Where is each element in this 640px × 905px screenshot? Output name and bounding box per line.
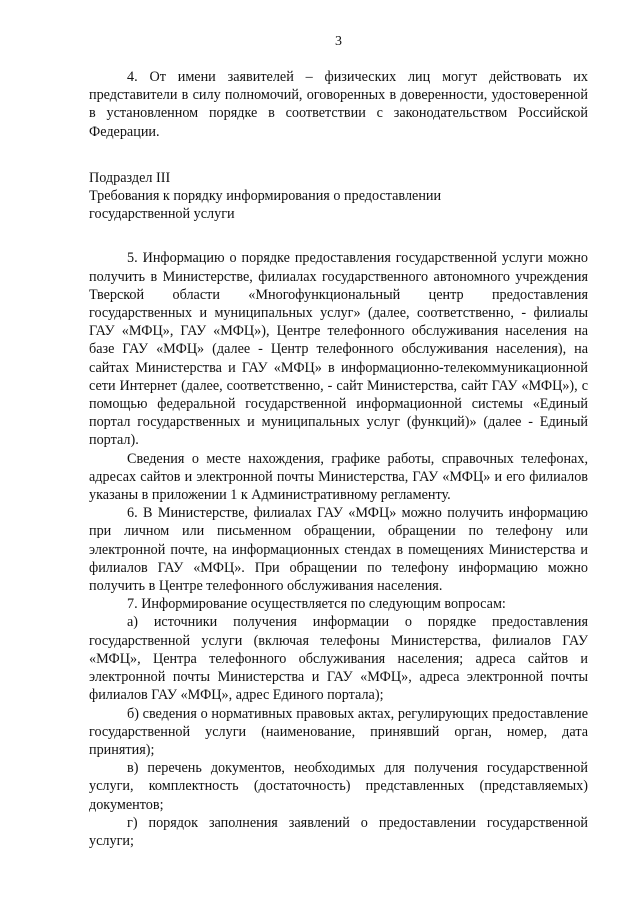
subsection-title: Подраздел III — [89, 169, 171, 186]
paragraph-7: 7. Информирование осуществляется по следующим вопросам: — [127, 596, 506, 613]
paragraph-7a: а) источники получения информации о порядке предоставления государственной услуги (включая телефоны Министерства, филиалов ГАУ «МФЦ», Центра телефонного обслуживания населения; адреса сайтов и электронной почты Министерства и ГАУ «МФЦ», адреса электронной почты филиалов ГАУ «МФЦ», адрес Единого портала); — [89, 614, 588, 704]
paragraph-4: 4. От имени заявителей – физических лиц могут действовать их представители в силу полномочий, оговоренных в доверенности, удостоверенной в установленном порядке в соответствии с законодательством Российской Федерации. — [89, 69, 588, 140]
paragraph-6: 6. В Министерстве, филиалах ГАУ «МФЦ» можно получить информацию при личном или письменном обращении, обращении по телефону или электронной почте, на информационных стендах в помещениях Министерства и филиалов ГАУ «МФЦ». При обращении по телефону информацию можно получить в Центре телефонного обслуживания населения. — [89, 505, 588, 595]
paragraph-7v: в) перечень документов, необходимых для получения государственной услуги, комплектность (достаточность) представленных (представляемых) документов; — [89, 760, 588, 813]
document-body — [89, 68, 588, 850]
paragraph-5-contacts: Сведения о месте нахождения, графике работы, справочных телефонах, адресах сайтов и электронной почты Министерства, ГАУ «МФЦ» и его филиалов указаны в приложении 1 к Административному регламенту. — [89, 450, 588, 504]
subsection-subtitle-line1: Требования к порядку информирования о предоставлении — [89, 188, 442, 205]
paragraph-7b: б) сведения о нормативных правовых актах, регулирующих предоставление государственной услуги (наименование, принявший орган, номер, дата принятия); — [89, 705, 588, 758]
subsection-heading — [89, 169, 588, 224]
subsection-subtitle-line2: государственной услуги — [89, 206, 235, 223]
paragraph-7g: г) порядок заполнения заявлений о предоставлении государственной услуги; — [89, 814, 588, 849]
page-number: 3 — [335, 34, 342, 49]
paragraph-5: 5. Информацию о порядке предоставления государственной услуги можно получить в Министерстве, филиалах государственного автономного учреждения Тверской области «Многофункциональный центр предоставления государственных и муниципальных услуг» (далее, соответственно, - филиалы ГАУ «МФЦ», ГАУ «МФЦ»), Центре телефонного обслуживания населения на базе ГАУ «МФЦ» (далее - Центр телефонного обслуживания населения), на сайтах Министерства и ГАУ «МФЦ» в информационно-телекоммуникационной сети Интернет (далее, соответственно, - сайт Министерства, сайт ГАУ «МФЦ»), с помощью федеральной государственной информационной системы «Единый портал государственных и муниципальных услуг (функций)» (далее - Единый портал). — [89, 250, 588, 449]
